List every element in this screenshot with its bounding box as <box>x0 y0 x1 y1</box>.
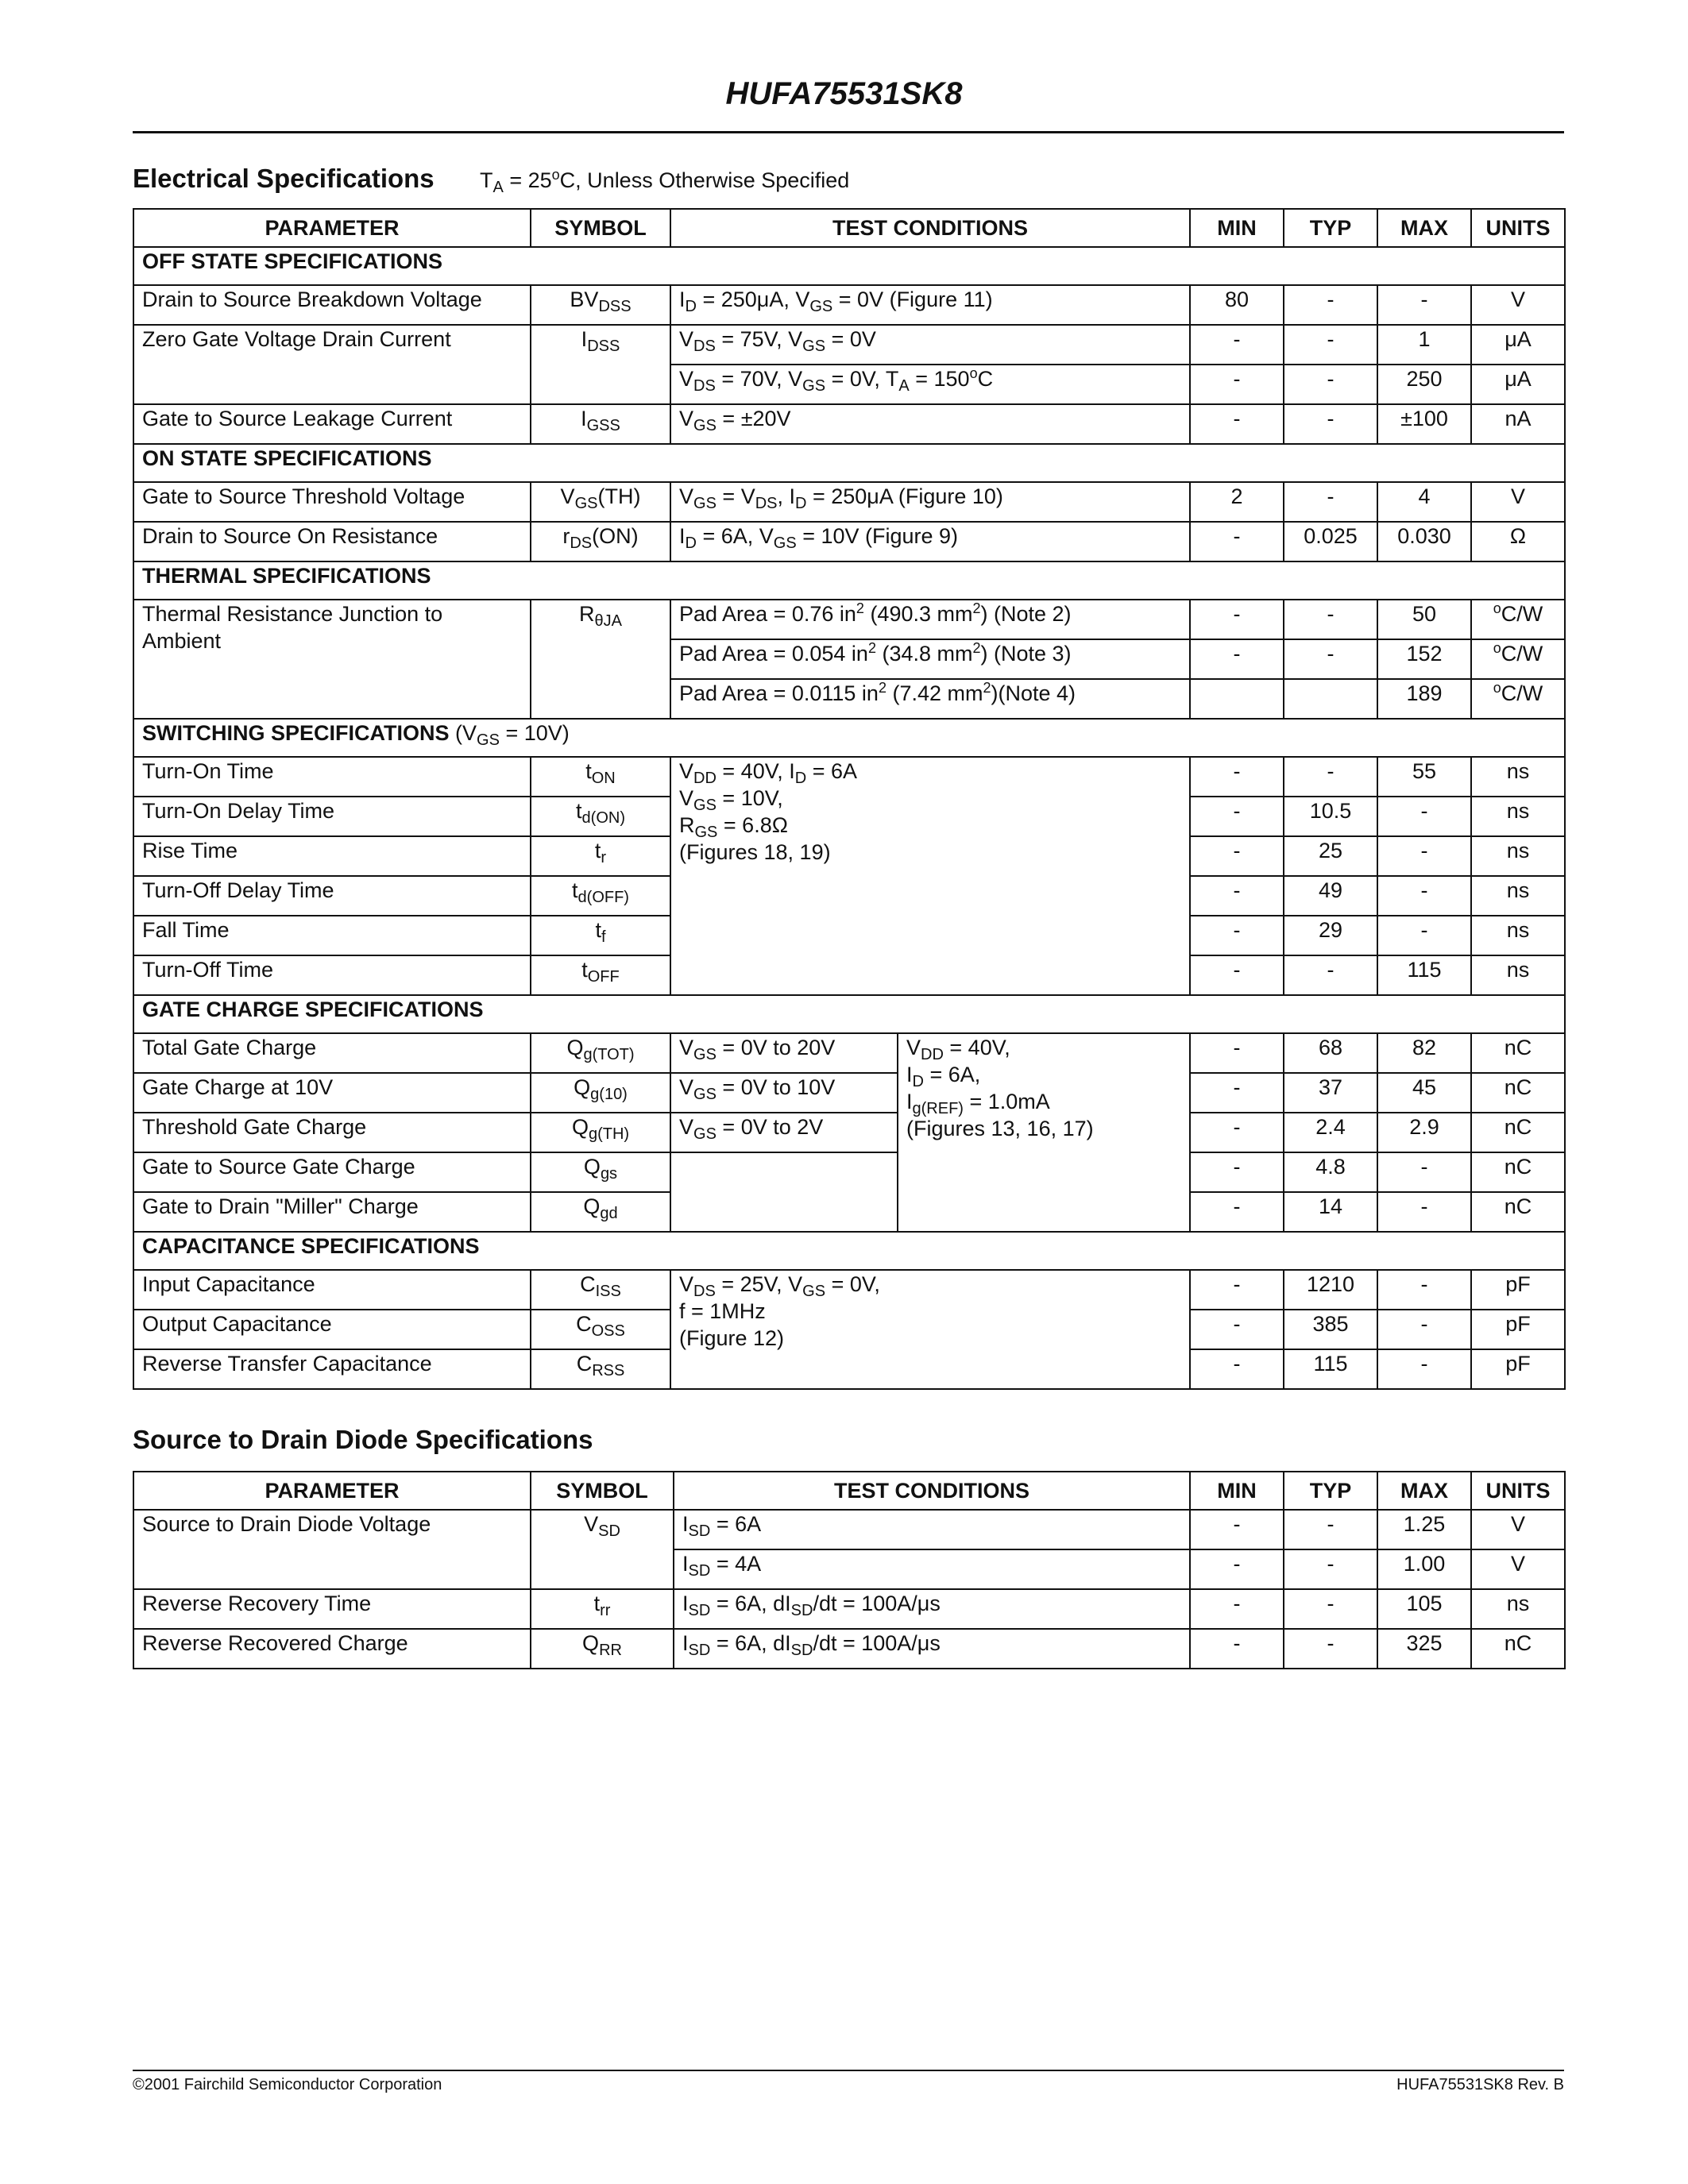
col-test-conditions: TEST CONDITIONS <box>674 1472 1190 1510</box>
typ-cell: 49 <box>1284 876 1377 916</box>
typ-cell: 37 <box>1284 1073 1377 1113</box>
cond-cell: Pad Area = 0.054 $in^2$ (34.8 $mm^2$) (Note 3) <box>670 639 1190 679</box>
param-cell: Threshold Gate Charge <box>133 1113 531 1152</box>
min-cell: - <box>1190 404 1284 444</box>
symbol-cell: $Q_{gd}$ <box>531 1192 670 1232</box>
col-max: MAX <box>1377 1472 1471 1510</box>
symbol-cell: $Q_{g(10)}$ <box>531 1073 670 1113</box>
electrical-spec-condition: $T_A = 25^oC$, Unless Otherwise Specified <box>480 167 850 196</box>
max-cell: 55 <box>1377 757 1471 797</box>
table-row <box>133 404 1565 444</box>
max-cell: 0.030 <box>1377 522 1471 561</box>
typ-cell: 385 <box>1284 1310 1377 1349</box>
param-cell: Turn-On Time <box>133 757 531 797</box>
typ-cell: - <box>1284 639 1377 679</box>
electrical-spec-table <box>133 208 1566 1390</box>
units-cell: Ω <box>1471 522 1565 561</box>
footer-doc-rev: HUFA75531SK8 Rev. B <box>1396 2076 1564 2093</box>
section-thermal: THERMAL SPECIFICATIONS <box>133 561 1565 600</box>
table-row <box>133 325 1565 365</box>
col-parameter: PARAMETER <box>133 209 531 247</box>
param-cell: Fall Time <box>133 916 531 955</box>
min-cell <box>1190 679 1284 719</box>
units-cell: nC <box>1471 1629 1565 1669</box>
typ-cell: 115 <box>1284 1349 1377 1389</box>
min-cell: - <box>1190 639 1284 679</box>
symbol-cell: $V_{SD}$ <box>531 1510 674 1589</box>
section-gate-charge: GATE CHARGE SPECIFICATIONS <box>133 995 1565 1033</box>
param-cell: Reverse Recovery Time <box>133 1589 531 1629</box>
footer-copyright: ©2001 Fairchild Semiconductor Corporation <box>133 2076 442 2093</box>
units-cell: ns <box>1471 836 1565 876</box>
min-cell: - <box>1190 600 1284 639</box>
typ-cell <box>1284 679 1377 719</box>
shared-conditions: $V_{DD} = 40V$, $I_D = 6A$ $V_{GS} = 10V$, $R_{GS} = 6.8\Omega$ (Figures 18, 19) <box>670 757 1190 995</box>
min-cell: - <box>1190 522 1284 561</box>
units-cell: pF <box>1471 1349 1565 1389</box>
table-row <box>133 522 1565 561</box>
cond-cell: $V_{GS} = \pm 20V$ <box>670 404 1190 444</box>
min-cell: - <box>1190 876 1284 916</box>
page-title: HUFA75531SK8 <box>725 76 963 111</box>
min-cell: 80 <box>1190 285 1284 325</box>
typ-cell: 2.4 <box>1284 1113 1377 1152</box>
col-units: UNITS <box>1471 209 1565 247</box>
symbol-cell: $Q_{g(TOT)}$ <box>531 1033 670 1073</box>
param-cell: Reverse Transfer Capacitance <box>133 1349 531 1389</box>
max-cell: 105 <box>1377 1589 1471 1629</box>
diode-spec-heading: Source to Drain Diode Specifications <box>133 1425 593 1454</box>
units-cell: nC <box>1471 1192 1565 1232</box>
symbol-cell: $C_{ISS}$ <box>531 1270 670 1310</box>
col-min: MIN <box>1190 1472 1284 1510</box>
max-cell: - <box>1377 1270 1471 1310</box>
units-cell: ns <box>1471 955 1565 995</box>
units-cell: nC <box>1471 1152 1565 1192</box>
typ-cell: 29 <box>1284 916 1377 955</box>
min-cell: - <box>1190 1629 1284 1669</box>
param-cell: Source to Drain Diode Voltage <box>133 1510 531 1589</box>
max-cell: 2.9 <box>1377 1113 1471 1152</box>
symbol-cell: $t_{ON}$ <box>531 757 670 797</box>
table-row <box>133 1629 1565 1669</box>
max-cell: 1.25 <box>1377 1510 1471 1549</box>
symbol-cell: $t_f$ <box>531 916 670 955</box>
table-row <box>133 1113 1565 1152</box>
cond-cell: Pad Area = 0.0115 $in^2$ (7.42 $mm^2)(Note$ 4) <box>670 679 1190 719</box>
units-cell: $^o$C/W <box>1471 600 1565 639</box>
table-row <box>133 1033 1565 1073</box>
symbol-cell: $I_{GSS}$ <box>531 404 670 444</box>
min-cell: - <box>1190 365 1284 404</box>
max-cell: - <box>1377 285 1471 325</box>
max-cell: 115 <box>1377 955 1471 995</box>
symbol-cell: $C_{OSS}$ <box>531 1310 670 1349</box>
symbol-cell: $BV_{DSS}$ <box>531 285 670 325</box>
table-row <box>133 1589 1565 1629</box>
section-switching: SWITCHING SPECIFICATIONS $(V_{GS} = 10V)$ <box>133 719 1565 757</box>
units-cell: ns <box>1471 916 1565 955</box>
cond-cell: $I_{SD} = 6A$ <box>674 1510 1190 1549</box>
shared-conditions: $V_{DS} = 25V$, $V_{GS} = 0V$, f = 1MHz (Figure 12) <box>670 1270 1190 1389</box>
typ-cell: - <box>1284 325 1377 365</box>
cond-cell: $V_{DS} = 75V$, $V_{GS} = 0V$ <box>670 325 1190 365</box>
typ-cell: 10.5 <box>1284 797 1377 836</box>
param-cell: Turn-Off Delay Time <box>133 876 531 916</box>
min-cell: - <box>1190 1549 1284 1589</box>
param-cell: Input Capacitance <box>133 1270 531 1310</box>
header-rule <box>133 131 1564 133</box>
section-on-state: ON STATE SPECIFICATIONS <box>133 444 1565 482</box>
symbol-cell: $R_{\theta JA}$ <box>531 600 670 719</box>
table-row <box>133 482 1565 522</box>
min-cell: - <box>1190 836 1284 876</box>
max-cell: 189 <box>1377 679 1471 719</box>
units-cell: $^o$C/W <box>1471 639 1565 679</box>
min-cell: - <box>1190 1510 1284 1549</box>
diode-spec-table <box>133 1471 1566 1669</box>
typ-cell: 68 <box>1284 1033 1377 1073</box>
param-cell: Rise Time <box>133 836 531 876</box>
table-row <box>133 1510 1565 1549</box>
table-row <box>133 600 1565 639</box>
min-cell: 2 <box>1190 482 1284 522</box>
typ-cell: - <box>1284 1629 1377 1669</box>
table-row <box>133 1270 1565 1310</box>
electrical-spec-heading: Electrical Specifications <box>133 164 435 193</box>
cond-cell: $V_{GS} = V_{DS}$, $I_D = 250\mu A$ (Figure 10) <box>670 482 1190 522</box>
units-cell: $^o$C/W <box>1471 679 1565 719</box>
typ-cell: - <box>1284 757 1377 797</box>
cond-cell: $V_{GS} = 0V$ to 20V <box>670 1033 898 1073</box>
units-cell: ns <box>1471 757 1565 797</box>
cond-cell: $I_{SD} = 6A$, $dI_{SD}/dt = 100A/\mu s$ <box>674 1629 1190 1669</box>
min-cell: - <box>1190 1310 1284 1349</box>
min-cell: - <box>1190 1073 1284 1113</box>
param-cell: Output Capacitance <box>133 1310 531 1349</box>
param-cell: Turn-On Delay Time <box>133 797 531 836</box>
min-cell: - <box>1190 1152 1284 1192</box>
max-cell: 325 <box>1377 1629 1471 1669</box>
max-cell: 250 <box>1377 365 1471 404</box>
cond-cell: $I_{SD} = 6A$, $dI_{SD}/dt = 100A/\mu s$ <box>674 1589 1190 1629</box>
min-cell: - <box>1190 1270 1284 1310</box>
section-capacitance: CAPACITANCE SPECIFICATIONS <box>133 1232 1565 1270</box>
table-row <box>133 757 1565 797</box>
min-cell: - <box>1190 757 1284 797</box>
col-symbol: SYMBOL <box>531 1472 674 1510</box>
symbol-cell: $Q_{g(TH)}$ <box>531 1113 670 1152</box>
units-cell: nC <box>1471 1033 1565 1073</box>
typ-cell: - <box>1284 1549 1377 1589</box>
typ-cell: - <box>1284 1589 1377 1629</box>
min-cell: - <box>1190 955 1284 995</box>
typ-cell: 1210 <box>1284 1270 1377 1310</box>
col-parameter: PARAMETER <box>133 1472 531 1510</box>
min-cell: - <box>1190 1192 1284 1232</box>
symbol-cell: $r_{DS}(ON)$ <box>531 522 670 561</box>
max-cell: 50 <box>1377 600 1471 639</box>
param-cell: Drain to Source Breakdown Voltage <box>133 285 531 325</box>
cond-cell: $V_{GS} = 0V$ to 10V <box>670 1073 898 1113</box>
units-cell: nC <box>1471 1113 1565 1152</box>
table-row <box>133 1152 1565 1192</box>
units-cell: V <box>1471 482 1565 522</box>
units-cell: ns <box>1471 797 1565 836</box>
col-typ: TYP <box>1284 1472 1377 1510</box>
min-cell: - <box>1190 1589 1284 1629</box>
symbol-cell: $I_{DSS}$ <box>531 325 670 404</box>
max-cell: 152 <box>1377 639 1471 679</box>
param-cell: Total Gate Charge <box>133 1033 531 1073</box>
max-cell: - <box>1377 1152 1471 1192</box>
max-cell: 82 <box>1377 1033 1471 1073</box>
symbol-cell: $Q_{gs}$ <box>531 1152 670 1192</box>
max-cell: - <box>1377 916 1471 955</box>
units-cell: V <box>1471 285 1565 325</box>
units-cell: pF <box>1471 1310 1565 1349</box>
symbol-cell: $V_{GS}(TH)$ <box>531 482 670 522</box>
cond-cell <box>670 1152 898 1232</box>
min-cell: - <box>1190 1113 1284 1152</box>
typ-cell: 0.025 <box>1284 522 1377 561</box>
page-footer <box>133 2070 1564 2093</box>
max-cell: - <box>1377 1192 1471 1232</box>
typ-cell: - <box>1284 1510 1377 1549</box>
typ-cell: 25 <box>1284 836 1377 876</box>
param-cell: Gate to Source Leakage Current <box>133 404 531 444</box>
typ-cell: - <box>1284 482 1377 522</box>
cond-cell: Pad Area = 0.76 $in^2$ (490.3 $mm^2$) (Note 2) <box>670 600 1190 639</box>
symbol-cell: $Q_{RR}$ <box>531 1629 674 1669</box>
min-cell: - <box>1190 1349 1284 1389</box>
param-cell: Gate to Drain "Miller" Charge <box>133 1192 531 1232</box>
typ-cell: 14 <box>1284 1192 1377 1232</box>
param-cell: Gate to Source Threshold Voltage <box>133 482 531 522</box>
symbol-cell: $t_{d(ON)}$ <box>531 797 670 836</box>
col-max: MAX <box>1377 209 1471 247</box>
col-symbol: SYMBOL <box>531 209 670 247</box>
cond-cell: $V_{GS} = 0V$ to 2V <box>670 1113 898 1152</box>
units-cell: μA <box>1471 365 1565 404</box>
symbol-cell: $t_{OFF}$ <box>531 955 670 995</box>
param-cell: Gate to Source Gate Charge <box>133 1152 531 1192</box>
max-cell: 4 <box>1377 482 1471 522</box>
typ-cell: 4.8 <box>1284 1152 1377 1192</box>
switching-condition: $(V_{GS} = 10V)$ <box>455 721 570 749</box>
max-cell: 1 <box>1377 325 1471 365</box>
table-row <box>133 1073 1565 1113</box>
max-cell: ±100 <box>1377 404 1471 444</box>
typ-cell: - <box>1284 365 1377 404</box>
min-cell: - <box>1190 1033 1284 1073</box>
max-cell: - <box>1377 797 1471 836</box>
units-cell: V <box>1471 1549 1565 1589</box>
col-units: UNITS <box>1471 1472 1565 1510</box>
typ-cell: - <box>1284 285 1377 325</box>
param-cell: Thermal Resistance Junction to Ambient <box>133 600 531 719</box>
gate-shared-conditions: $V_{DD} = 40V$, $I_D = 6A$, $I_{g(REF)} = 1.0mA$ (Figures 13, 16, 17) <box>898 1033 1190 1232</box>
col-min: MIN <box>1190 209 1284 247</box>
units-cell: nA <box>1471 404 1565 444</box>
units-cell: ns <box>1471 876 1565 916</box>
cond-cell: $I_D = 250\mu A$, $V_{GS} = 0V$ (Figure 11) <box>670 285 1190 325</box>
typ-cell: - <box>1284 404 1377 444</box>
col-typ: TYP <box>1284 209 1377 247</box>
param-cell: Zero Gate Voltage Drain Current <box>133 325 531 404</box>
col-test-conditions: TEST CONDITIONS <box>670 209 1190 247</box>
cond-cell: $I_{SD} = 4A$ <box>674 1549 1190 1589</box>
units-cell: nC <box>1471 1073 1565 1113</box>
symbol-cell: $C_{RSS}$ <box>531 1349 670 1389</box>
units-cell: μA <box>1471 325 1565 365</box>
section-off-state: OFF STATE SPECIFICATIONS <box>133 247 1565 285</box>
cond-cell: $I_D = 6A$, $V_{GS} = 10V$ (Figure 9) <box>670 522 1190 561</box>
symbol-cell: $t_r$ <box>531 836 670 876</box>
max-cell: - <box>1377 836 1471 876</box>
min-cell: - <box>1190 325 1284 365</box>
param-cell: Turn-Off Time <box>133 955 531 995</box>
param-cell: Reverse Recovered Charge <box>133 1629 531 1669</box>
max-cell: - <box>1377 1349 1471 1389</box>
max-cell: 1.00 <box>1377 1549 1471 1589</box>
max-cell: - <box>1377 876 1471 916</box>
min-cell: - <box>1190 797 1284 836</box>
symbol-cell: $t_{d(OFF)}$ <box>531 876 670 916</box>
table-row <box>133 285 1565 325</box>
symbol-cell: $t_{rr}$ <box>531 1589 674 1629</box>
max-cell: 45 <box>1377 1073 1471 1113</box>
typ-cell: - <box>1284 600 1377 639</box>
units-cell: V <box>1471 1510 1565 1549</box>
param-cell: Drain to Source On Resistance <box>133 522 531 561</box>
typ-cell: - <box>1284 955 1377 995</box>
units-cell: pF <box>1471 1270 1565 1310</box>
units-cell: ns <box>1471 1589 1565 1629</box>
param-cell: Gate Charge at 10V <box>133 1073 531 1113</box>
cond-cell: $V_{DS} = 70V$, $V_{GS} = 0V$, $T_A = 150^oC$ <box>670 365 1190 404</box>
min-cell: - <box>1190 916 1284 955</box>
max-cell: - <box>1377 1310 1471 1349</box>
